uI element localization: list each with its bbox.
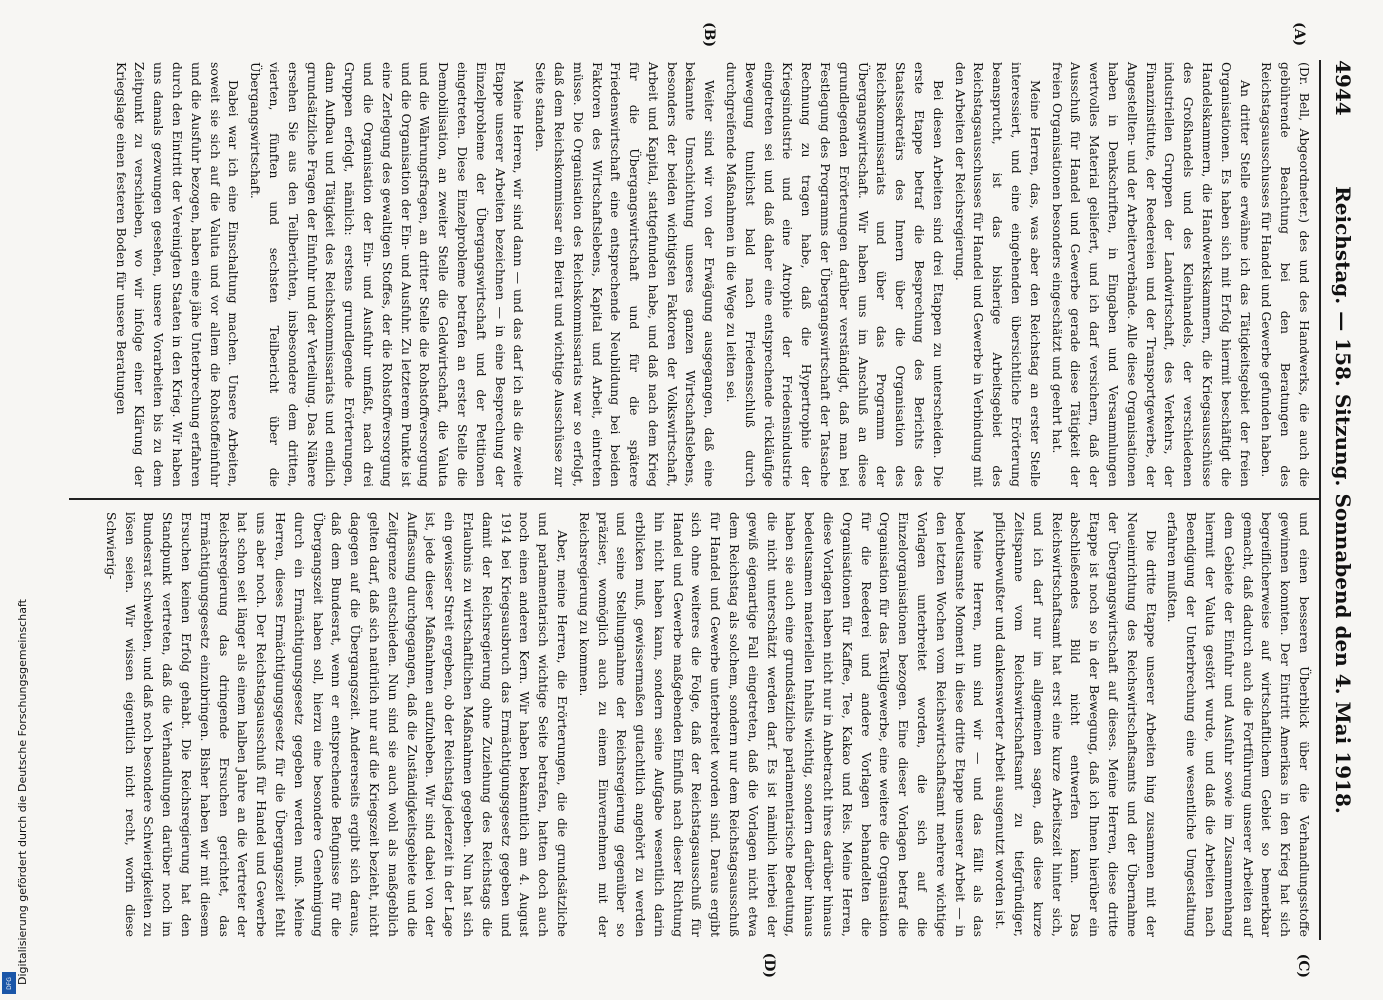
left-column <box>108 62 1313 487</box>
margin-label-c: (C) <box>1295 953 1311 978</box>
paragraph: Aber, meine Herren, die Erörterungen, die die grundsätzliche und parlamentarisch wichtige Seite betrafen, hatten doch auch noch einen anderen Kern. Wir haben bekanntlich am 4. August 1914 bei Kriegsausbruch das Ermächtigungsgesetz gegeben und damit der Reichsregierung ohne Zuziehung des Reichstags die Erlaubnis zu wirtschaftlichen Maßnahmen gegeben. Nun hat sich ein gewisser Streit ergeben, ob der Reichstag jederzeit in der Lage ist, jede dieser Maßnahmen aufzuheben. Wir sind dabei von der Auffassung durchgegangen, daß die Zuständigkeitsgebiete und die Zeitgrenze entschieden. Nun sind sie auch wohl als maßgeblich gelten darf, daß sich natürlich nur auf die Kriegszeit bezieht, nicht dagegen auf die Übergangszeit. Andererseits ergibt sich daraus, daß dem Bundesrat, wenn er entsprechende Befugnisse für die Übergangszeit haben soll, hierzu eine besondere Genehmigung durch ein Ermächtigungsgesetz gegeben werden muß. Meine Herren, dieses Ermächtigungsgesetz für die Übergangszeit fehlt uns aber noch. Der Reichstagsausschuß für Handel und Gewerbe hat schon seit länger als einem halben Jahre an die Vertreter der Reichsregierung das dringende Ersuchen gerichtet, das Ermächtigungsgesetz einzubringen. Bisher haben wir mit diesem Ersuchen keinen Erfolg gehabt. Die Reichsregierung hat den Standpunkt vertreten, daß die Verhandlungen darüber noch im Bundesrat schwebten, und daß noch besondere Schwierigkeiten zu lösen seien. Wir wissen eigentlich nicht recht, worin diese Schwierig- <box>103 512 570 937</box>
paragraph: und einen besseren Überblick über die Verhandlungsstoffe gewinnen konnten. Der Eintritt Amerikas in den Krieg hat sich begreiflicherweise auf wirtschaftlichem Gebiet so bemerkbar gemacht, daß dadurch auch die Fortführung unserer Arbeiten auf dem Gebiete der Einfuhr und Ausfuhr sowie im Zusammenhang hiermit der Valuta gestört wurde, und daß die Arbeiten nach Beendigung der Unterbrechung eine wesentliche Umgestaltung erfahren mußten. <box>1165 512 1312 937</box>
paragraph: Weiter sind wir von der Erwägung ausgegangen, daß eine bekannte Umschichtung unseres ganzen Wirtschaftslebens, besonders der beiden wichtigsten Faktoren der Volkswirtschaft, Arbeit und Kapital, stattgefunden habe, und daß nach dem Krieg für die Übergangswirtschaft und für die spätere Friedenswirtschaft eine entsprechende Neubildung bei beiden Faktoren des Wirtschaftslebens, Kapital und Arbeit, eintreten müsse. Die Organisation des Reichskommissariats war so erfolgt, daß dem Reichskommissar ein Beirat und wichtige Ausschüsse zur Seite standen. <box>533 62 718 487</box>
dfg-logo: DFG <box>2 972 16 994</box>
paragraph: (Dr. Bell, Abgeordneter.) des und des Handwerks, die auch die gebührende Beachtung bei den Beratungen des Reichstagsausschusses für Handel und Gewerbe gefunden haben. <box>1259 62 1312 487</box>
header-rule <box>1319 60 1321 940</box>
right-column <box>98 512 1313 937</box>
paragraph: Meine Herren, wir sind dann — und das darf ich als die zweite Etappe unserer Arbeiten bezeichnen — in eine Besprechung der Einzelprobleme der Übergangswirtschaft und der Petitionen eingetreten. Diese Einzelprobleme betrafen an erster Stelle die Demobilisation, an zweiter Stelle die Geldwirtschaft, die Valuta und die Währungsfragen, an dritter Stelle die Rohstoffversorgung und die Organisation der Ein- und Ausfuhr. Zu letzterem Punkte ist eine Zerlegung des gewaltigen Stoffes, der die Rohstoffversorgung und die Organisation der Ein- und Ausfuhr umfaßt, nach drei Gruppen erfolgt, nämlich: erstens grundlegende Erörterungen, dann Aufbau und Tätigkeit des Reichskommissariats und endlich grundsätzliche Fragen der Einfuhr und der Verteilung. Das Nähere ersehen Sie aus den Teilberichten, insbesondere dem dritten, vierten, fünften und sechsten Teilbericht über die Übergangswirtschaft. <box>248 62 527 487</box>
paragraph: An dritter Stelle erwähne ich das Tätigkeitsgebiet der freien Organisationen. Es haben sich mit Erfolg hiermit beschäftigt die Handelskammern, die Handwerkskammern, die Kriegsausschüsse des Großhandels und des Kleinhandels, der verschiedenen industriellen Gruppen der Landwirtschaft, des Verkehrs, der Finanzinstitute, der Reedereien und der Transportgewerbe, der Angestellten- und der Arbeiterverbände. Alle diese Organisationen haben in Denkschriften, in Eingaben und Versammlungen wertvolles Material geliefert, und ich darf versichern, daß der Ausschuß für Handel und Gewerbe gerade diese Tätigkeit der freien Organisationen besonders eingeschätzt und geehrt hat. <box>1049 62 1253 487</box>
credit-text: Digitalisierung gefördert durch die Deutsche Forschungsgemeinschaft <box>16 599 29 985</box>
margin-label-d: (D) <box>761 952 777 978</box>
margin-label-b: (B) <box>701 22 717 48</box>
page-header <box>1321 60 1361 940</box>
paragraph: Meine Herren, das, was aber den Reichstag an erster Stelle interessiert, und eine eingehenden übersichtliche Erörterung beansprucht, ist das bisherige Arbeitsgebiet des Reichstagsausschusses für Handel und Gewerbe in Verbindung mit den Arbeiten der Reichsregierung. <box>952 62 1043 487</box>
paragraph: Die dritte Etappe unserer Arbeiten hing zusammen mit der Neueinrichtung des Reichswirtschaftsamts und der Übernahme der Übergangswirtschaft auf dieses. Meine Herren, diese dritte Etappe ist noch so in der Bewegung, daß ich Ihnen hierüber ein abschließendes Bild nicht entwerfen kann. Das Reichswirtschaftsamt hat erst eine kurze Arbeitszeit hinter sich, und ich darf nur im allgemeinen sagen, daß diese kurze Zeitspanne vom Reichswirtschaftsamt zu tiefgründiger, pflichtbewußter und dankenswerter Arbeit ausgenutzt worden ist. <box>993 512 1159 937</box>
paragraph: Meine Herren, nun sind wir — und das fällt als das bedeutsamste Moment in diese dritte Etappe unserer Arbeit — in den letzten Wochen vom Reichswirtschaftsamt mehrere wichtige Vorlagen unterbreitet worden, die sich auf die Einzelorganisationen bezogen. Eine dieser Vorlagen betraf die Organisation für das Textilgewerbe, eine weitere die Organisation für die Reederei und andere Vorlagen behandelten die Organisationen für Kaffee, Tee, Kakao und Reis. Meine Herren, diese Vorlagen haben nicht nur in Anbetracht ihres darüber hinaus bedeutsamen materiellen Inhalts wichtig, sondern darüber hinaus haben sie auch eine grundsätzliche parlamentarische Bedeutung, die nicht unterschätzt werden darf. Es ist nämlich hierbei der gewiß eigenartige Fall eingetreten, daß die Vorlagen nicht etwa dem Reichstag als solchem, sondern nur dem Reichstagsausschuß für Handel und Gewerbe unterbreitet worden sind. Daraus ergibt sich ohne weiteres die Folge, daß der Reichstagsausschuß für Handel und Gewerbe maßgebenden Einfluß nach dieser Richtung hin nicht haben kann, sondern seine Aufgabe wesentlich darin erblicken muß, gewissermaßen gutachtlich angehört zu werden und seine Stellungnahme der Reichsregierung gegenüber so präziser, womöglich auch zu einem Einvernehmen mit der Reichsregierung zu kommen. <box>576 512 987 937</box>
paragraph: Dabei war ich eine Einschaltung machen. Unsere Arbeiten, soweit sie sich auf die Valuta und vor allem die Rohstoffeinfuhr und die Ausfuhr bezogen, haben eine jähe Unterbrechung erfahren durch den Eintritt der Vereinigten Staaten in den Krieg. Wir haben uns damals gezwungen gesehen, unsere Vorarbeiten bis zu dem Zeitpunkt zu verschieben, wo wir infolge einer Klärung der Kriegslage einen festeren Boden für unsere Beratungen <box>113 62 242 487</box>
margin-label-a: (A) <box>1291 22 1307 47</box>
page-title: Reichstag. — 158. Sitzung. Sonnabend den 4. Mai 1918. <box>1331 186 1355 814</box>
page-number: 4944 <box>1331 60 1355 116</box>
digitization-credit <box>2 0 29 1000</box>
column-divider <box>69 498 1319 500</box>
paragraph: Bei diesen Arbeiten sind drei Etappen zu unterscheiden. Die erste Etappe betraf die Besprechung des Berichts des Staatssekretärs des Innern über die Organisation des Reichskommissariats und über das Programm der Übergangswirtschaft. Wir haben uns im Anschluß an diese grundlegenden Erörterungen darüber verständigt, daß man bei Festlegung des Programms der Übergangswirtschaft der Tatsache Rechnung zu tragen habe, daß die Hypertrophie der Kriegsindustrie und eine Atrophie der Friedensindustrie eingetreten sei und daß daher eine entsprechende rückläufige Bewegung tunlichst bald nach Friedensschluß durch durchgreifende Maßnahmen in die Wege zu leiten sei. <box>724 62 946 487</box>
